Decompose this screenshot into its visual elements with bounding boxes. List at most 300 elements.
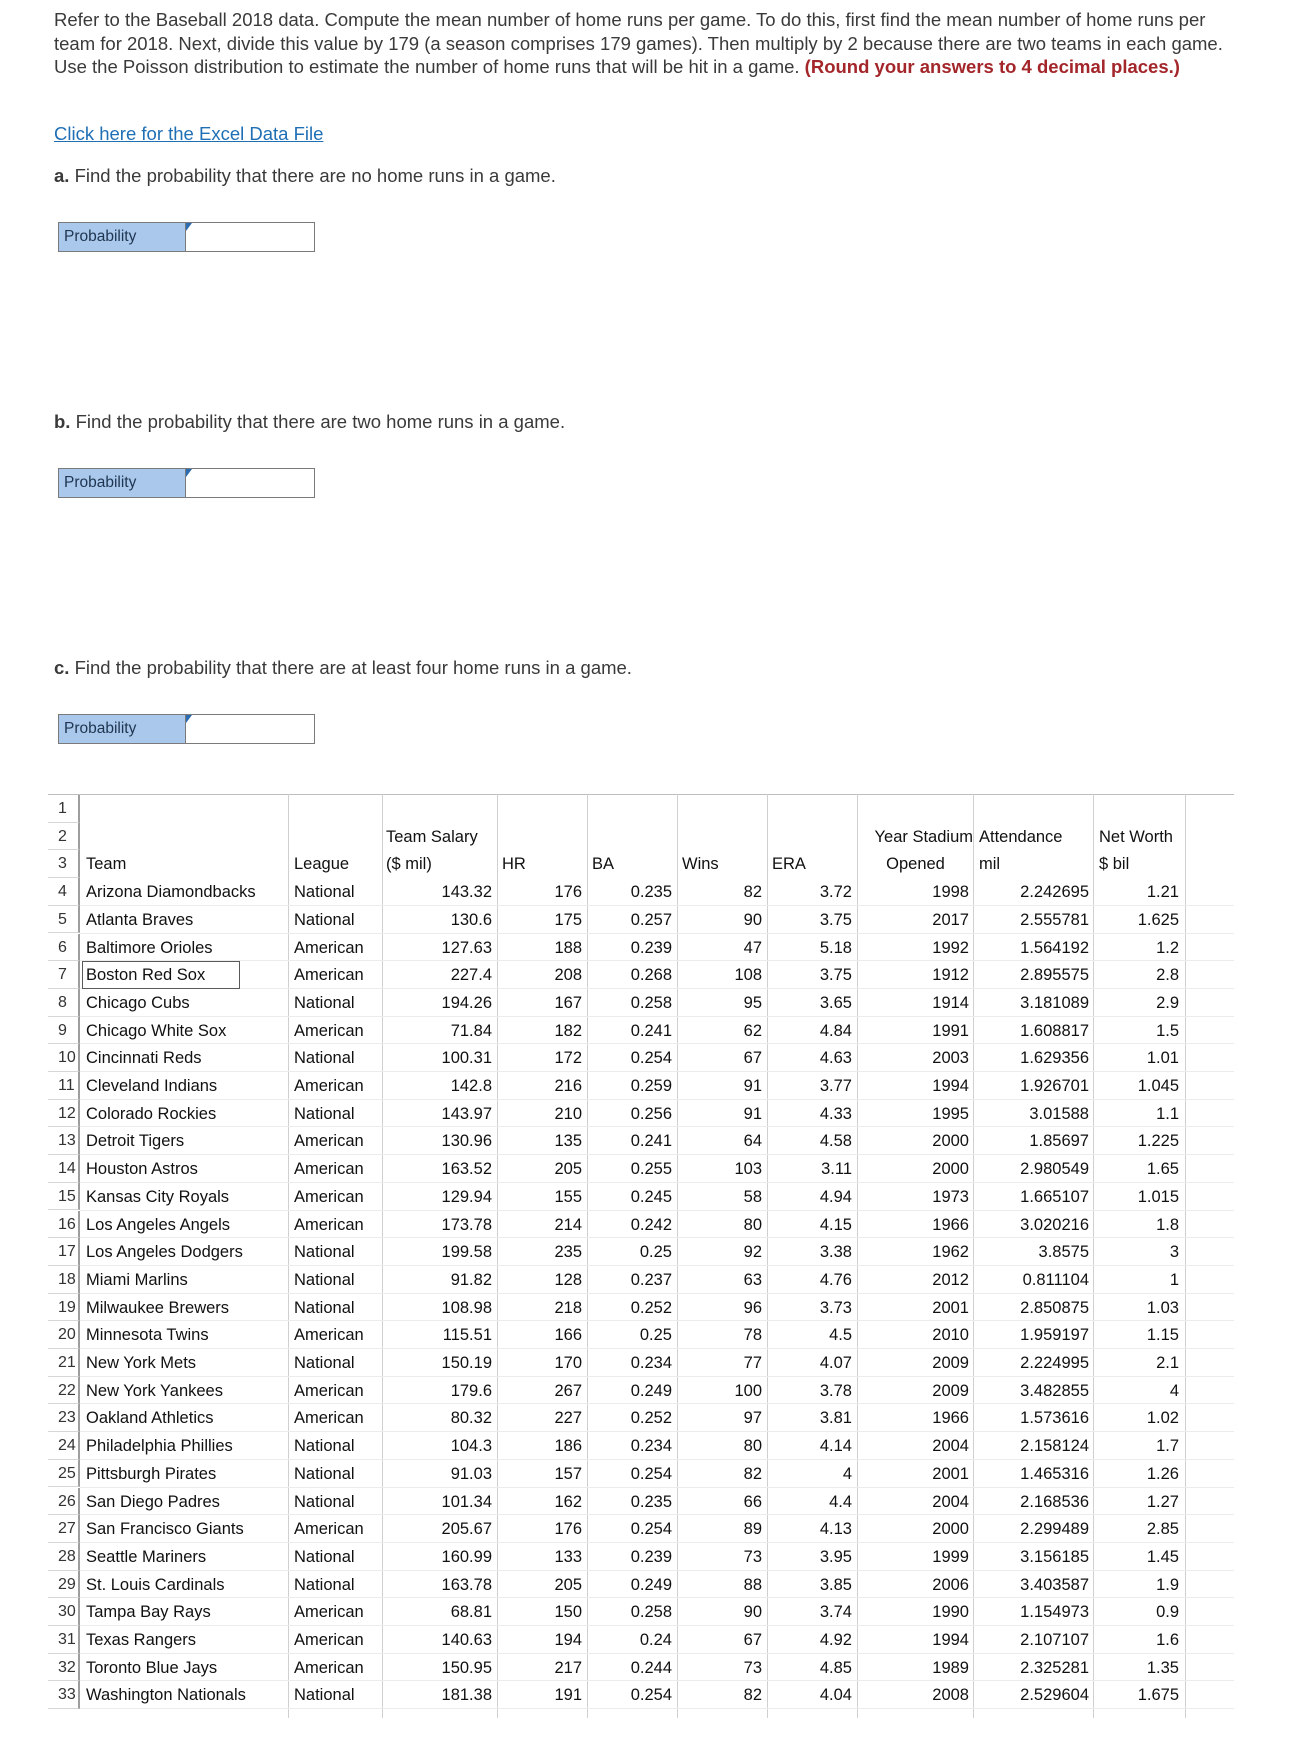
cell-salary[interactable]: 179.6 (450, 1381, 492, 1400)
cell-league[interactable]: National (294, 1243, 355, 1262)
row-number[interactable]: 8 (48, 989, 80, 1017)
cell-hr[interactable]: 150 (554, 1603, 582, 1622)
cell-networth[interactable]: 1.26 (1146, 1464, 1179, 1483)
cell-ba[interactable]: 0.258 (630, 1603, 672, 1622)
cell-ba[interactable]: 0.235 (630, 883, 672, 902)
cell-league[interactable]: National (294, 993, 355, 1012)
cell-era[interactable]: 4.85 (819, 1658, 852, 1677)
cell-ba[interactable]: 0.239 (630, 1547, 672, 1566)
cell-team[interactable]: Seattle Mariners (86, 1547, 207, 1566)
cell-league[interactable]: National (294, 883, 355, 902)
row-number[interactable]: 27 (48, 1515, 80, 1543)
cell-wins[interactable]: 97 (743, 1409, 762, 1428)
cell-ba[interactable]: 0.258 (630, 993, 672, 1012)
cell-wins[interactable]: 73 (743, 1658, 762, 1677)
cell-hr[interactable]: 227 (554, 1409, 582, 1428)
cell-era[interactable]: 4.94 (819, 1187, 852, 1206)
cell-salary[interactable]: 163.78 (441, 1575, 492, 1594)
cell-networth[interactable]: 1.02 (1146, 1409, 1179, 1428)
cell-hr[interactable]: 176 (554, 1520, 582, 1539)
cell-wins[interactable]: 58 (743, 1187, 762, 1206)
cell-salary[interactable]: 101.34 (441, 1492, 492, 1511)
cell-era[interactable]: 3.38 (819, 1243, 852, 1262)
cell-league[interactable]: National (294, 1492, 355, 1511)
cell-year[interactable]: 2001 (932, 1464, 969, 1483)
cell-era[interactable]: 4.76 (819, 1270, 852, 1289)
cell-era[interactable]: 3.75 (819, 966, 852, 985)
cell-attendance[interactable]: 0.811104 (1022, 1270, 1089, 1289)
cell-salary[interactable]: 173.78 (441, 1215, 492, 1234)
cell-era[interactable]: 3.74 (819, 1603, 852, 1622)
cell-year[interactable]: 2010 (932, 1326, 969, 1345)
row-number[interactable]: 22 (48, 1377, 80, 1405)
cell-attendance[interactable]: 1.85697 (1029, 1132, 1089, 1151)
cell-hr[interactable]: 208 (554, 966, 582, 985)
cell-league[interactable]: National (294, 910, 355, 929)
cell-wins[interactable]: 89 (743, 1520, 762, 1539)
row-number[interactable]: 2 (48, 823, 80, 851)
cell-team[interactable]: Colorado Rockies (86, 1104, 217, 1123)
cell-hr[interactable]: 133 (554, 1547, 582, 1566)
cell-networth[interactable]: 3 (1169, 1243, 1179, 1262)
cell-wins[interactable]: 96 (743, 1298, 762, 1317)
cell-ba[interactable]: 0.252 (630, 1409, 672, 1428)
cell-year[interactable]: 1994 (932, 1631, 969, 1649)
cell-hr[interactable]: 214 (554, 1215, 582, 1234)
cell-league[interactable]: American (294, 1381, 364, 1400)
cell-attendance[interactable]: 1.608817 (1020, 1021, 1089, 1040)
cell-year[interactable]: 2004 (932, 1492, 969, 1511)
cell-year[interactable]: 2012 (932, 1270, 969, 1289)
cell-hr[interactable]: 167 (554, 993, 582, 1012)
cell-attendance[interactable]: 3.020216 (1020, 1215, 1089, 1234)
cell-team[interactable]: Baltimore Orioles (86, 938, 213, 957)
cell-league[interactable]: American (294, 1132, 364, 1151)
row-number[interactable]: 33 (48, 1681, 80, 1709)
cell-team[interactable]: Chicago White Sox (86, 1021, 227, 1040)
cell-wins[interactable]: 66 (743, 1492, 762, 1511)
cell-hr[interactable]: 176 (554, 883, 582, 902)
cell-networth[interactable]: 1.21 (1146, 883, 1179, 902)
cell-networth[interactable]: 1.5 (1156, 1021, 1179, 1040)
cell-networth[interactable]: 1.65 (1146, 1160, 1179, 1179)
row-number[interactable]: 18 (48, 1266, 80, 1294)
cell-networth[interactable]: 1.35 (1146, 1658, 1179, 1677)
cell-hr[interactable]: 135 (554, 1132, 582, 1151)
cell-salary[interactable]: 80.32 (450, 1409, 492, 1428)
cell-networth[interactable]: 1.9 (1156, 1575, 1179, 1594)
cell-hr[interactable]: 210 (554, 1104, 582, 1123)
cell-wins[interactable]: 82 (743, 883, 762, 902)
cell-year[interactable]: 2017 (932, 910, 969, 929)
row-number[interactable]: 14 (48, 1155, 80, 1183)
cell-ba[interactable]: 0.24 (639, 1631, 672, 1649)
header-year-sub[interactable]: Opened (886, 855, 945, 874)
cell-ba[interactable]: 0.241 (630, 1021, 672, 1040)
row-number[interactable]: 10 (48, 1044, 80, 1072)
cell-attendance[interactable]: 3.482855 (1020, 1381, 1089, 1400)
cell-salary[interactable]: 129.94 (441, 1187, 492, 1206)
cell-networth[interactable]: 1.225 (1137, 1132, 1179, 1151)
cell-hr[interactable]: 191 (554, 1686, 582, 1705)
cell-networth[interactable]: 1.675 (1137, 1686, 1179, 1705)
cell-ba[interactable]: 0.237 (630, 1270, 672, 1289)
cell-salary[interactable]: 199.58 (441, 1243, 492, 1262)
cell-league[interactable]: American (294, 966, 364, 985)
cell-era[interactable]: 4 (842, 1464, 852, 1483)
header-year[interactable]: Year Stadium (874, 827, 973, 846)
header-era-sub[interactable]: ERA (772, 855, 806, 874)
cell-team[interactable]: Toronto Blue Jays (86, 1658, 218, 1677)
cell-era[interactable]: 3.95 (819, 1547, 852, 1566)
cell-era[interactable]: 4.4 (829, 1492, 852, 1511)
cell-league[interactable]: American (294, 1326, 364, 1345)
cell-hr[interactable]: 175 (554, 910, 582, 929)
cell-league[interactable]: National (294, 1298, 355, 1317)
probability-input-b[interactable] (186, 469, 314, 497)
cell-salary[interactable]: 181.38 (441, 1686, 492, 1705)
cell-era[interactable]: 4.33 (819, 1104, 852, 1123)
cell-era[interactable]: 3.85 (819, 1575, 852, 1594)
cell-league[interactable]: American (294, 1021, 364, 1040)
cell-league[interactable]: National (294, 1547, 355, 1566)
cell-attendance[interactable]: 1.465316 (1020, 1464, 1089, 1483)
cell-ba[interactable]: 0.249 (630, 1381, 672, 1400)
cell-ba[interactable]: 0.242 (630, 1215, 672, 1234)
cell-networth[interactable]: 1.01 (1146, 1049, 1179, 1068)
cell-attendance[interactable]: 2.895575 (1020, 966, 1089, 985)
row-number[interactable]: 20 (48, 1321, 80, 1349)
cell-year[interactable]: 1999 (932, 1547, 969, 1566)
cell-league[interactable]: National (294, 1049, 355, 1068)
cell-networth[interactable]: 1.6 (1156, 1631, 1179, 1649)
cell-year[interactable]: 1990 (932, 1603, 969, 1622)
cell-salary[interactable]: 68.81 (450, 1603, 492, 1622)
cell-hr[interactable]: 155 (554, 1187, 582, 1206)
cell-networth[interactable]: 2.9 (1156, 993, 1179, 1012)
cell-wins[interactable]: 92 (743, 1243, 762, 1262)
cell-team[interactable]: New York Mets (86, 1354, 197, 1372)
row-number[interactable]: 15 (48, 1183, 80, 1211)
cell-year[interactable]: 2009 (932, 1381, 969, 1400)
cell-hr[interactable]: 205 (554, 1575, 582, 1594)
cell-hr[interactable]: 162 (554, 1492, 582, 1511)
cell-wins[interactable]: 64 (743, 1132, 762, 1151)
cell-salary[interactable]: 205.67 (441, 1520, 492, 1539)
row-number[interactable]: 26 (48, 1488, 80, 1516)
cell-networth[interactable]: 1.03 (1146, 1298, 1179, 1317)
cell-salary[interactable]: 227.4 (450, 966, 492, 985)
cell-wins[interactable]: 82 (743, 1464, 762, 1483)
cell-league[interactable]: National (294, 1437, 355, 1456)
cell-ba[interactable]: 0.245 (630, 1187, 672, 1206)
header-wins-sub[interactable]: Wins (682, 855, 719, 874)
cell-year[interactable]: 1991 (932, 1021, 969, 1040)
cell-networth[interactable]: 1.015 (1137, 1187, 1179, 1206)
cell-team[interactable]: Los Angeles Dodgers (86, 1243, 243, 1262)
cell-team[interactable]: New York Yankees (86, 1381, 223, 1400)
cell-attendance[interactable]: 1.564192 (1020, 938, 1089, 957)
cell-era[interactable]: 3.73 (819, 1298, 852, 1317)
cell-hr[interactable]: 216 (554, 1077, 582, 1095)
cell-era[interactable]: 3.11 (821, 1160, 852, 1179)
cell-wins[interactable]: 63 (743, 1270, 762, 1289)
cell-networth[interactable]: 1.1 (1156, 1104, 1179, 1123)
cell-team[interactable]: Milwaukee Brewers (86, 1298, 230, 1317)
cell-hr[interactable]: 218 (554, 1298, 582, 1317)
cell-wins[interactable]: 80 (743, 1437, 762, 1456)
cell-attendance[interactable]: 2.529604 (1020, 1686, 1089, 1705)
cell-league[interactable]: American (294, 1187, 364, 1206)
cell-era[interactable]: 5.18 (819, 938, 852, 957)
header-networth-sub[interactable]: $ bil (1099, 855, 1130, 874)
header-ba-sub[interactable]: BA (592, 855, 615, 874)
cell-attendance[interactable]: 2.325281 (1020, 1658, 1089, 1677)
cell-salary[interactable]: 91.03 (450, 1464, 492, 1483)
header-salary[interactable]: Team Salary (386, 827, 478, 846)
cell-salary[interactable]: 115.51 (442, 1326, 492, 1345)
cell-wins[interactable]: 47 (743, 938, 762, 957)
cell-salary[interactable]: 150.19 (441, 1354, 492, 1372)
cell-networth[interactable]: 1.8 (1156, 1215, 1179, 1234)
cell-league[interactable]: National (294, 1270, 355, 1289)
cell-attendance[interactable]: 2.980549 (1020, 1160, 1089, 1179)
cell-wins[interactable]: 73 (743, 1547, 762, 1566)
cell-salary[interactable]: 130.6 (450, 910, 492, 929)
cell-networth[interactable]: 2.85 (1146, 1520, 1179, 1539)
cell-ba[interactable]: 0.259 (630, 1077, 672, 1095)
cell-era[interactable]: 4.07 (819, 1354, 852, 1372)
cell-era[interactable]: 3.77 (819, 1077, 852, 1095)
cell-hr[interactable]: 188 (554, 938, 582, 957)
cell-wins[interactable]: 91 (743, 1077, 762, 1095)
cell-salary[interactable]: 140.63 (441, 1631, 492, 1649)
cell-hr[interactable]: 157 (554, 1464, 582, 1483)
row-number[interactable]: 5 (48, 906, 80, 934)
cell-wins[interactable]: 103 (734, 1160, 762, 1179)
cell-league[interactable]: National (294, 1104, 355, 1123)
cell-team[interactable]: Los Angeles Angels (86, 1215, 231, 1234)
cell-year[interactable]: 2000 (932, 1520, 969, 1539)
cell-league[interactable]: National (294, 1575, 355, 1594)
cell-wins[interactable]: 108 (734, 966, 762, 985)
cell-year[interactable]: 2009 (932, 1354, 969, 1372)
cell-salary[interactable]: 163.52 (441, 1160, 492, 1179)
cell-networth[interactable]: 1.7 (1156, 1437, 1179, 1456)
cell-team[interactable]: Cincinnati Reds (86, 1049, 202, 1068)
cell-team[interactable]: Chicago Cubs (86, 993, 190, 1012)
cell-ba[interactable]: 0.235 (630, 1492, 672, 1511)
cell-team[interactable]: Tampa Bay Rays (86, 1603, 211, 1622)
cell-networth[interactable]: 1.045 (1137, 1077, 1179, 1095)
cell-era[interactable]: 4.63 (819, 1049, 852, 1068)
cell-ba[interactable]: 0.234 (630, 1354, 672, 1372)
cell-team[interactable]: Washington Nationals (86, 1686, 246, 1705)
cell-league[interactable]: American (294, 1409, 364, 1428)
cell-wins[interactable]: 82 (743, 1686, 762, 1705)
cell-wins[interactable]: 88 (743, 1575, 762, 1594)
cell-era[interactable]: 3.65 (819, 993, 852, 1012)
cell-league[interactable]: American (294, 1215, 364, 1234)
cell-league[interactable]: National (294, 1686, 355, 1705)
row-number[interactable]: 7 (48, 961, 80, 989)
cell-league[interactable]: American (294, 1077, 364, 1095)
cell-ba[interactable]: 0.241 (630, 1132, 672, 1151)
cell-salary[interactable]: 130.96 (441, 1132, 492, 1151)
cell-era[interactable]: 3.78 (819, 1381, 852, 1400)
cell-wins[interactable]: 95 (743, 993, 762, 1012)
row-number[interactable]: 11 (48, 1072, 80, 1100)
cell-hr[interactable]: 172 (554, 1049, 582, 1068)
cell-year[interactable]: 1966 (932, 1215, 969, 1234)
cell-salary[interactable]: 142.8 (450, 1077, 492, 1095)
cell-era[interactable]: 4.92 (819, 1631, 852, 1649)
probability-input-a[interactable] (186, 223, 314, 251)
cell-ba[interactable]: 0.257 (630, 910, 672, 929)
cell-team[interactable]: Cleveland Indians (86, 1077, 218, 1095)
cell-salary[interactable]: 127.63 (441, 938, 492, 957)
cell-team[interactable]: St. Louis Cardinals (86, 1575, 225, 1594)
cell-team[interactable]: Minnesota Twins (86, 1326, 209, 1345)
cell-year[interactable]: 1962 (932, 1243, 969, 1262)
header-team-sub[interactable]: Team (86, 855, 127, 874)
header-league-sub[interactable]: League (294, 855, 350, 874)
row-number[interactable]: 23 (48, 1404, 80, 1432)
row-number[interactable]: 25 (48, 1460, 80, 1488)
cell-team[interactable]: Atlanta Braves (86, 910, 194, 929)
cell-team[interactable]: Houston Astros (86, 1160, 198, 1179)
cell-year[interactable]: 1994 (932, 1077, 969, 1095)
cell-team[interactable]: Pittsburgh Pirates (86, 1464, 217, 1483)
cell-attendance[interactable]: 2.107107 (1020, 1631, 1089, 1649)
cell-ba[interactable]: 0.252 (630, 1298, 672, 1317)
cell-year[interactable]: 2004 (932, 1437, 969, 1456)
row-number[interactable]: 31 (48, 1626, 80, 1654)
cell-attendance[interactable]: 2.242695 (1020, 883, 1089, 902)
cell-era[interactable]: 4.13 (819, 1520, 852, 1539)
cell-ba[interactable]: 0.244 (630, 1658, 672, 1677)
cell-networth[interactable]: 4 (1169, 1381, 1179, 1400)
cell-ba[interactable]: 0.254 (630, 1464, 672, 1483)
cell-era[interactable]: 4.58 (819, 1132, 852, 1151)
cell-ba[interactable]: 0.25 (639, 1243, 672, 1262)
cell-era[interactable]: 4.5 (829, 1326, 852, 1345)
cell-attendance[interactable]: 1.665107 (1020, 1187, 1089, 1206)
cell-wins[interactable]: 62 (743, 1021, 762, 1040)
cell-league[interactable]: National (294, 1354, 355, 1372)
cell-networth[interactable]: 1.45 (1146, 1547, 1179, 1566)
cell-hr[interactable]: 235 (554, 1243, 582, 1262)
cell-attendance[interactable]: 1.926701 (1020, 1077, 1089, 1095)
cell-year[interactable]: 1998 (932, 883, 969, 902)
cell-league[interactable]: American (294, 1603, 364, 1622)
cell-salary[interactable]: 143.32 (441, 883, 492, 902)
row-number[interactable]: 24 (48, 1432, 80, 1460)
cell-ba[interactable]: 0.255 (630, 1160, 672, 1179)
cell-wins[interactable]: 78 (743, 1326, 762, 1345)
cell-salary[interactable]: 143.97 (441, 1104, 492, 1123)
cell-wins[interactable]: 100 (734, 1381, 762, 1400)
cell-networth[interactable]: 0.9 (1156, 1603, 1179, 1622)
row-number[interactable]: 1 (48, 795, 80, 823)
cell-attendance[interactable]: 3.8575 (1038, 1243, 1089, 1262)
cell-wins[interactable]: 67 (743, 1631, 762, 1649)
row-number[interactable]: 29 (48, 1571, 80, 1599)
cell-hr[interactable]: 186 (554, 1437, 582, 1456)
cell-attendance[interactable]: 2.850875 (1020, 1298, 1089, 1317)
cell-era[interactable]: 3.81 (819, 1409, 852, 1428)
cell-ba[interactable]: 0.239 (630, 938, 672, 957)
cell-attendance[interactable]: 2.299489 (1020, 1520, 1089, 1539)
cell-attendance[interactable]: 1.573616 (1020, 1409, 1089, 1428)
cell-year[interactable]: 2003 (932, 1049, 969, 1068)
cell-era[interactable]: 4.15 (819, 1215, 852, 1234)
cell-team[interactable]: Oakland Athletics (86, 1409, 214, 1428)
cell-salary[interactable]: 104.3 (450, 1437, 492, 1456)
cell-attendance[interactable]: 3.181089 (1020, 993, 1089, 1012)
cell-hr[interactable]: 267 (554, 1381, 582, 1400)
cell-attendance[interactable]: 1.959197 (1020, 1326, 1089, 1345)
cell-hr[interactable]: 166 (554, 1326, 582, 1345)
row-number[interactable]: 3 (48, 850, 80, 878)
cell-year[interactable]: 2000 (932, 1132, 969, 1151)
cell-attendance[interactable]: 3.156185 (1020, 1547, 1089, 1566)
cell-league[interactable]: American (294, 1658, 364, 1677)
header-attendance[interactable]: Attendance (979, 827, 1063, 846)
cell-wins[interactable]: 90 (743, 1603, 762, 1622)
cell-salary[interactable]: 160.99 (441, 1547, 492, 1566)
row-number[interactable]: 9 (48, 1017, 80, 1045)
cell-hr[interactable]: 182 (554, 1021, 582, 1040)
cell-salary[interactable]: 194.26 (441, 993, 492, 1012)
cell-team[interactable]: Kansas City Royals (86, 1187, 230, 1206)
cell-team[interactable]: Arizona Diamondbacks (86, 883, 256, 902)
cell-league[interactable]: American (294, 1631, 364, 1649)
cell-hr[interactable]: 194 (554, 1631, 582, 1649)
cell-team[interactable]: Texas Rangers (86, 1631, 197, 1649)
cell-year[interactable]: 2000 (932, 1160, 969, 1179)
cell-team[interactable]: Philadelphia Phillies (86, 1437, 233, 1456)
cell-salary[interactable]: 91.82 (450, 1270, 492, 1289)
row-number[interactable]: 12 (48, 1100, 80, 1128)
header-networth[interactable]: Net Worth (1099, 827, 1173, 846)
cell-year[interactable]: 1912 (932, 966, 969, 985)
cell-attendance[interactable]: 3.403587 (1020, 1575, 1089, 1594)
cell-league[interactable]: American (294, 938, 364, 957)
cell-ba[interactable]: 0.268 (630, 966, 672, 985)
cell-hr[interactable]: 128 (554, 1270, 582, 1289)
cell-ba[interactable]: 0.254 (630, 1520, 672, 1539)
cell-year[interactable]: 1914 (932, 993, 969, 1012)
cell-league[interactable]: American (294, 1520, 364, 1539)
cell-networth[interactable]: 1.15 (1146, 1326, 1179, 1345)
cell-salary[interactable]: 71.84 (450, 1021, 492, 1040)
cell-year[interactable]: 2006 (932, 1575, 969, 1594)
cell-salary[interactable]: 150.95 (441, 1658, 492, 1677)
cell-wins[interactable]: 77 (743, 1354, 762, 1372)
row-number[interactable]: 30 (48, 1598, 80, 1626)
row-number[interactable]: 19 (48, 1294, 80, 1322)
cell-wins[interactable]: 67 (743, 1049, 762, 1068)
cell-salary[interactable]: 108.98 (441, 1298, 492, 1317)
cell-year[interactable]: 1995 (932, 1104, 969, 1123)
row-number[interactable]: 17 (48, 1238, 80, 1266)
cell-attendance[interactable]: 3.01588 (1029, 1104, 1089, 1123)
cell-team[interactable]: Boston Red Sox (86, 966, 206, 985)
cell-era[interactable]: 4.84 (819, 1021, 852, 1040)
cell-year[interactable]: 2001 (932, 1298, 969, 1317)
cell-attendance[interactable]: 1.629356 (1020, 1049, 1089, 1068)
